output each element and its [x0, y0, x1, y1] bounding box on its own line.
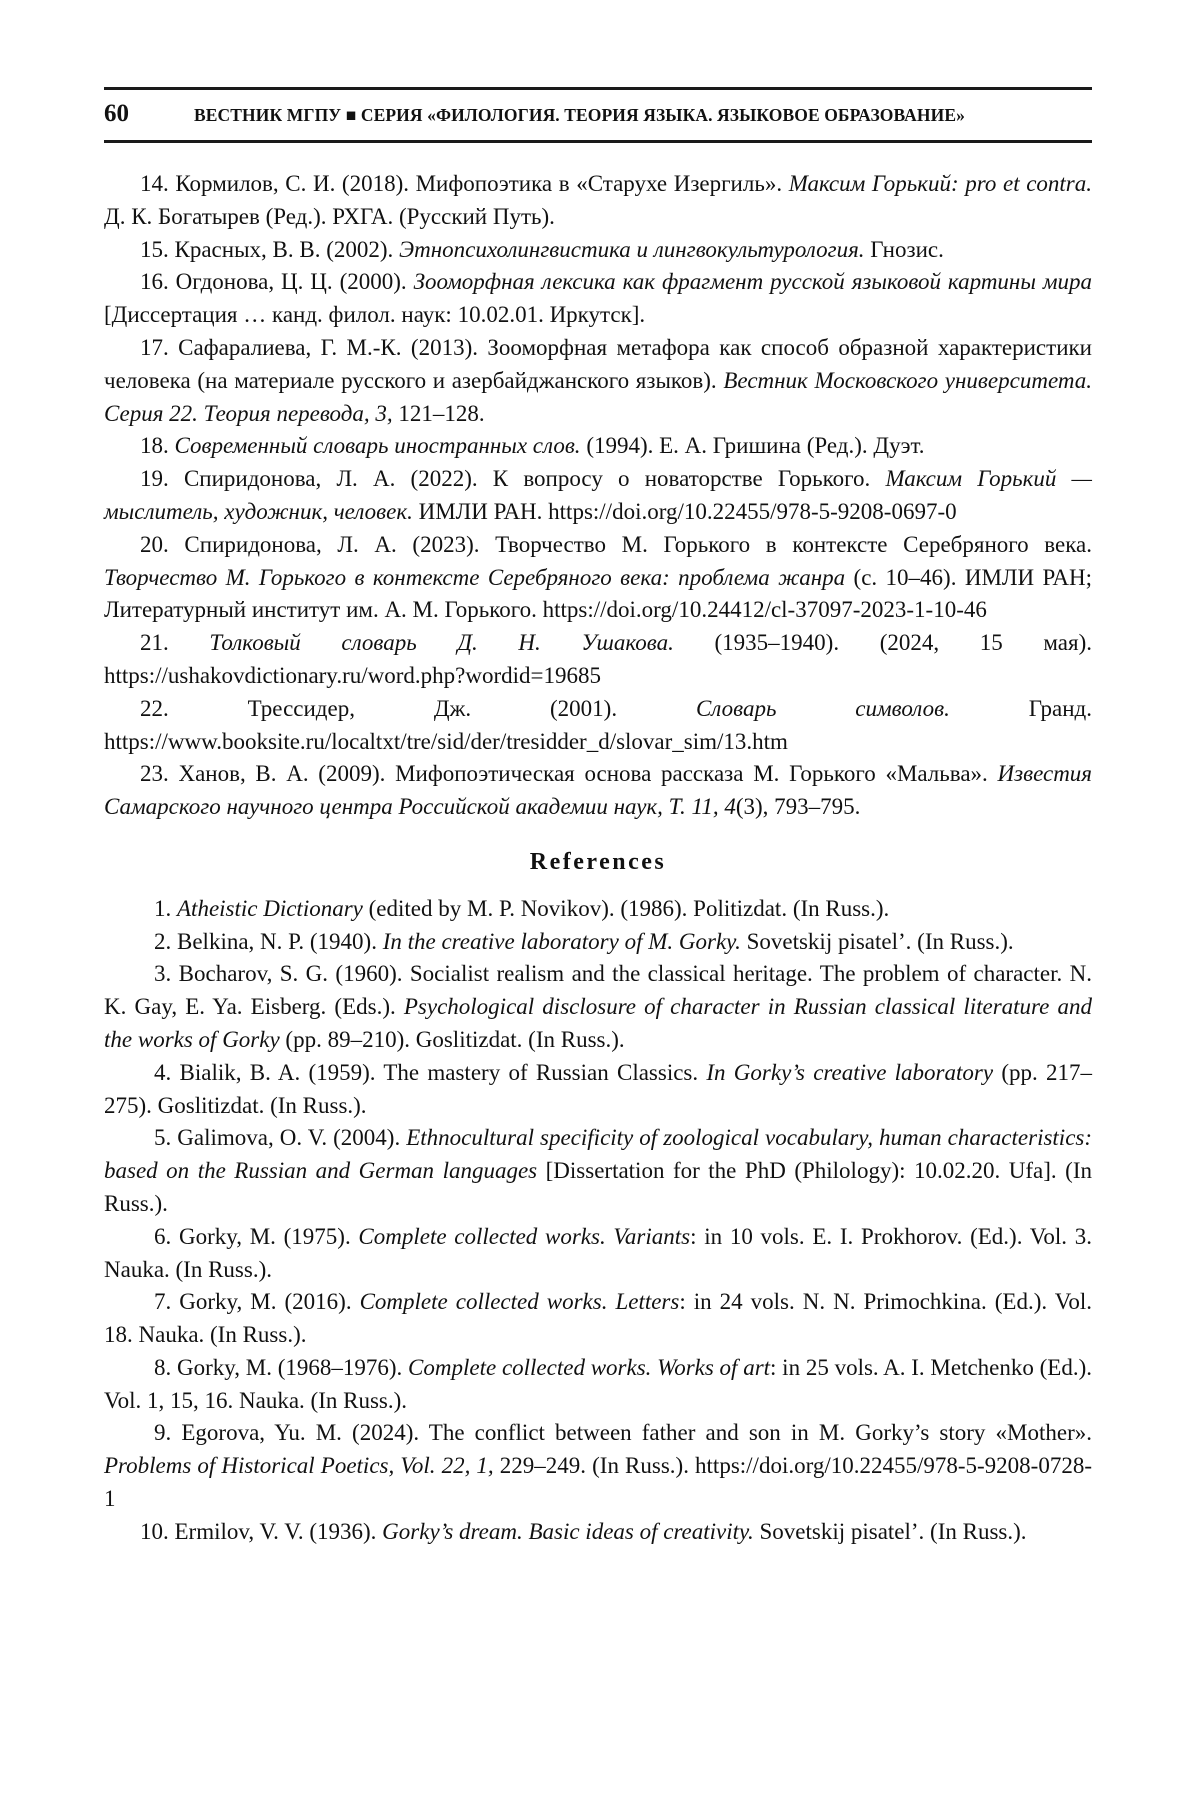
entry-number: 16. — [140, 269, 169, 295]
entry-number: 14. — [140, 171, 169, 196]
entry-italic-title: Этнопсихолингвистика и лингвокультурология. — [399, 236, 865, 262]
entry-italic-title: Psychological disclosure of character in Russian classical literature and the works of Gorky — [104, 994, 1092, 1052]
entry-number: 23. — [140, 761, 169, 787]
entry-text-tail: Д. К. Богатырев (Ред.). РХГА. (Русский Путь). — [104, 203, 555, 229]
entry-number: 19. — [140, 466, 169, 492]
entry-number: 20. — [140, 531, 169, 557]
entry-number: 3. — [154, 961, 172, 987]
reference-entry — [104, 926, 1092, 959]
entry-italic-title: In the creative laboratory of M. Gorky. — [382, 928, 741, 954]
bibliography-entry — [104, 234, 1092, 267]
entry-text: Спиридонова, Л. А. (2022). К вопросу о новаторстве Горького. — [183, 466, 886, 492]
page-number: 60 — [104, 100, 129, 127]
entry-number: 6. — [154, 1223, 172, 1249]
entry-number: 10. — [140, 1518, 169, 1544]
entry-number: 9. — [154, 1420, 172, 1446]
entry-text-tail: : in 25 vols. A. I. Metchenko (Ed.). Vol. 1, 15, 16. Nauka. (In Russ.). — [104, 1354, 1093, 1413]
entry-number: 22. — [140, 695, 169, 721]
entry-number: 2. — [154, 928, 172, 954]
entry-text: Bialik, B. A. (1959). The mastery of Russian Classics. — [179, 1059, 707, 1085]
entry-text: Сафаралиева, Г. М.-К. (2013). Зооморфная метафора как способ образной характеристики человека (на материале русского и азербайджанского языков). — [104, 334, 1092, 393]
bibliography-entry — [104, 693, 1092, 759]
entry-number: 1. — [154, 895, 172, 921]
entry-number: 8. — [154, 1354, 172, 1380]
entry-text-tail: [Диссертация … канд. филол. наук: 10.02.01. Иркутск]. — [104, 302, 646, 328]
entry-text-tail: : in 10 vols. E. I. Prokhorov. (Ed.). Vol. 3. Nauka. (In Russ.). — [104, 1223, 1092, 1282]
entry-italic-title: Максим Горький — мыслитель, художник, человек. — [104, 466, 1093, 524]
reference-entry — [104, 1057, 1092, 1123]
bibliography-entry — [104, 430, 1092, 463]
entry-number: 18. — [140, 433, 169, 459]
entry-italic-title: Зооморфная лексика как фрагмент русской языковой картины мира — [413, 269, 1093, 295]
entry-text-tail: 121–128. — [392, 400, 485, 426]
entry-italic-title: Толковый словарь Д. Н. Ушакова. — [209, 630, 674, 656]
entry-text-tail: (pp. 89–210). Goslitizdat. (In Russ.). — [279, 1026, 625, 1052]
reference-entry — [104, 958, 1092, 1056]
entry-italic-title: Современный словарь иностранных слов. — [174, 433, 581, 459]
entry-text-tail: Гнозис. — [864, 236, 944, 262]
entry-number: 15. — [140, 236, 169, 262]
entry-italic-title: Вестник Московского университета. Серия 22. Теория перевода, 3, — [104, 367, 1092, 426]
header-top-rule — [104, 87, 1092, 90]
entry-italic-title: Ethnocultural specificity of zoological vocabulary, human characteristics: based on the Russian and German languages — [104, 1125, 1093, 1184]
entry-text: Belkina, N. P. (1940). — [177, 928, 383, 954]
entry-text-tail: Sovetskij pisatel’. (In Russ.). — [753, 1518, 1027, 1544]
reference-entry — [104, 1352, 1092, 1418]
entry-text-tail: 229–249. (In Russ.). https://doi.org/10.22455/978-5-9208-0728-1 — [104, 1453, 1092, 1512]
entry-text-tail: Sovetskij pisatel’. (In Russ.). — [740, 928, 1014, 954]
bibliography-entry — [104, 758, 1092, 824]
references-list — [104, 893, 1092, 1549]
entry-italic-title: Словарь символов. — [695, 695, 950, 721]
reference-entry — [104, 893, 1092, 926]
entry-number: 4. — [154, 1059, 172, 1085]
entry-text-tail: (edited by M. P. Novikov). (1986). Politizdat. (In Russ.). — [362, 895, 890, 921]
bibliography-entry — [104, 332, 1092, 430]
entry-italic-title: Complete collected works. Letters — [359, 1289, 680, 1315]
entry-italic-title: Максим Горький: pro et contra. — [788, 171, 1092, 196]
entry-italic-title: Творчество М. Горького в контексте Серебряного века: проблема жанра — [104, 564, 846, 590]
references-heading: References — [529, 848, 667, 875]
entry-text: Спиридонова, Л. А. (2023). Творчество М. Горького в контексте Серебряного века. — [184, 531, 1093, 557]
entry-text-tail: : in 24 vols. N. N. Primochkina. (Ed.). Vol. 18. Nauka. (In Russ.). — [104, 1289, 1093, 1348]
bibliography-list — [104, 168, 1092, 824]
entry-italic-title: Gorky’s dream. Basic ideas of creativity. — [382, 1518, 754, 1544]
entry-number: 5. — [154, 1125, 172, 1151]
entry-text: Ermilov, V. V. (1936). — [174, 1518, 383, 1544]
entry-text-tail: (1935–1940). (2024, 15 мая). https://ushakovdictionary.ru/word.php?wordid=19685 — [104, 630, 1092, 688]
entry-text-tail: [Dissertation for the PhD (Philology): 10.02.20. Ufa]. (In Russ.). — [104, 1158, 1092, 1216]
entry-text-tail: (pp. 217–275). Goslitizdat. (In Russ.). — [104, 1059, 1092, 1118]
entry-text: Ханов, В. А. (2009). Мифопоэтическая основа рассказа М. Горького «Мальва». — [178, 761, 998, 787]
reference-entry — [104, 1417, 1092, 1515]
header-bottom-rule — [104, 140, 1092, 143]
entry-italic-title: Problems of Historical Poetics, Vol. 22, 1, — [104, 1453, 494, 1479]
entry-italic-title: Известия Самарского научного центра Российской академии наук, Т. 11, 4 — [104, 761, 1092, 820]
reference-entry — [104, 1122, 1092, 1220]
entry-italic-title: Complete collected works. Works of art — [408, 1354, 771, 1380]
entry-italic-title: Atheistic Dictionary — [177, 895, 363, 921]
entry-text: Огдонова, Ц. Ц. (2000). — [175, 269, 414, 295]
reference-entry — [104, 1286, 1092, 1352]
bibliography-entry — [104, 463, 1092, 529]
entry-text: Galimova, O. V. (2004). — [177, 1125, 407, 1151]
entry-text: Кормилов, С. И. (2018). Мифопоэтика в «Старухе Изергиль». — [175, 171, 789, 196]
entry-number: 7. — [154, 1289, 172, 1315]
entry-text-tail: ИМЛИ РАН. https://doi.org/10.22455/978-5-9208-0697-0 — [412, 498, 957, 524]
entry-text: Трессидер, Дж. (2001). — [247, 695, 696, 721]
entry-text: Красных, В. В. (2002). — [174, 236, 400, 262]
entry-italic-title: Complete collected works. Variants — [358, 1223, 691, 1249]
entry-text: Gorky, M. (2016). — [179, 1289, 360, 1315]
entry-text-tail: (3), 793–795. — [735, 794, 861, 820]
reference-entry — [104, 1221, 1092, 1287]
entry-number: 21. — [140, 630, 169, 656]
entry-text-tail: (с. 10–46). ИМЛИ РАН; Литературный институт им. А. М. Горького. https://doi.org/10.24412/cl-37097-2023-1-10-46 — [104, 564, 1092, 623]
entry-text: Gorky, M. (1975). — [178, 1223, 359, 1249]
entry-italic-title: In Gorky’s creative laboratory — [706, 1059, 994, 1085]
bibliography-entry — [104, 627, 1092, 693]
running-header — [104, 100, 1092, 134]
entry-text: Egorova, Yu. M. (2024). The conflict between father and son in M. Gorky’s story «Mother». — [181, 1420, 1093, 1446]
entry-text: Bocharov, S. G. (1960). Socialist realism and the classical heritage. The problem of character. N. K. Gay, E. Ya. Eisberg. (Eds.). — [104, 961, 1092, 1020]
bibliography-entry — [104, 529, 1092, 627]
page-content — [104, 168, 1092, 1549]
entry-text: Gorky, M. (1968–1976). — [177, 1354, 409, 1380]
journal-title: ВЕСТНИК МГПУ ■ СЕРИЯ «ФИЛОЛОГИЯ. ТЕОРИЯ ЯЗЫКА. ЯЗЫКОВОЕ ОБРАЗОВАНИЕ» — [194, 105, 965, 125]
entry-number: 17. — [140, 334, 169, 360]
entry-text-tail: Гранд. https://www.booksite.ru/localtxt/tre/sid/der/tresidder_d/slovar_sim/13.htm — [104, 695, 1093, 754]
bibliography-entry — [104, 266, 1092, 332]
bibliography-entry — [104, 168, 1092, 234]
entry-text-tail: (1994). Е. А. Гришина (Ред.). Дуэт. — [580, 433, 925, 459]
reference-entry — [104, 1516, 1092, 1549]
